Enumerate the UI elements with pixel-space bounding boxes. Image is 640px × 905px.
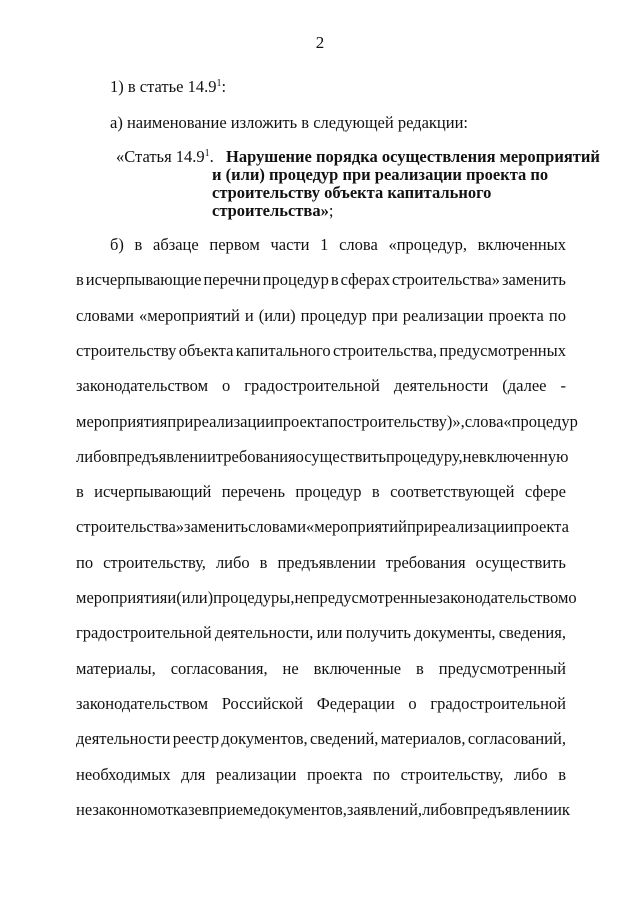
word: - — [560, 376, 566, 395]
word: словами — [248, 517, 307, 536]
word: законодательством — [436, 588, 569, 607]
word: градостроительной — [244, 376, 380, 395]
word: деятельности, — [214, 623, 314, 642]
word: либо — [76, 447, 110, 466]
word: перечни — [203, 270, 261, 289]
word: объекта — [178, 341, 234, 360]
article-title-line-4 — [212, 202, 333, 220]
word: абзаце — [153, 235, 199, 254]
word: строительства» — [76, 517, 185, 536]
paragraph-b-line — [76, 800, 570, 820]
item-1-text: 1) в статье 14.9 — [110, 77, 217, 96]
article-label-tail: . — [209, 147, 214, 166]
word: осуществить — [295, 447, 386, 466]
word: деятельности — [393, 376, 489, 395]
word: в — [109, 447, 118, 466]
word: согласования, — [170, 659, 268, 678]
article-title-line-2: и (или) процедур при реализации проекта по — [212, 165, 549, 184]
item-1-line — [110, 77, 566, 97]
paragraph-b-line — [76, 659, 566, 679]
paragraph-b-line — [76, 623, 566, 643]
word: включенную — [478, 447, 569, 466]
word: проекта — [488, 306, 544, 325]
word: при — [371, 306, 398, 325]
word: сферах — [340, 270, 390, 289]
word: отказе — [157, 800, 202, 819]
word: в — [455, 800, 464, 819]
word: строительству, — [103, 553, 206, 572]
word: получить — [345, 623, 411, 642]
word: к — [561, 800, 570, 819]
word: сведения, — [498, 623, 566, 642]
paragraph-b-line — [76, 270, 566, 290]
word: по — [76, 553, 94, 572]
word: документов, — [221, 729, 308, 748]
word: либо — [422, 800, 456, 819]
word: словами — [76, 306, 134, 325]
word: в — [201, 800, 210, 819]
word: и — [167, 588, 177, 607]
word: либо — [513, 765, 548, 784]
word: материалов, — [380, 729, 466, 748]
word: проекта — [273, 412, 330, 431]
paragraph-b-line — [76, 341, 566, 361]
word: предусмотренных — [439, 341, 566, 360]
word: строительства» — [391, 270, 500, 289]
word: строительства, — [333, 341, 437, 360]
word: (далее — [502, 376, 547, 395]
article-title-line-3: строительству объекта капитального — [212, 183, 492, 202]
word: материалы, — [76, 659, 156, 678]
word: в — [259, 553, 268, 572]
word: «мероприятий — [139, 306, 240, 325]
article-label-superscript: 1 — [204, 148, 210, 159]
article-title-line-4-text: строительства» — [212, 201, 329, 220]
word: незаконном — [76, 800, 158, 819]
paragraph-b-line — [76, 482, 566, 502]
word: законодательством — [76, 376, 209, 395]
word: для — [181, 765, 206, 784]
word: необходимых — [76, 765, 171, 784]
paragraph-b-line — [76, 447, 569, 467]
word: о — [408, 694, 417, 713]
word: слова — [339, 235, 378, 254]
article-title-line-1: Нарушение порядка осуществления мероприятий — [226, 147, 600, 166]
word: процедур — [300, 306, 367, 325]
word: (или) — [176, 588, 214, 607]
item-a-line: а) наименование изложить в следующей редакции: — [110, 113, 468, 132]
article-title-line-4-tail: ; — [328, 201, 334, 220]
word: первом — [209, 235, 260, 254]
paragraph-b-line — [76, 412, 578, 432]
word: части — [270, 235, 310, 254]
word: проекта — [513, 517, 569, 536]
word: слова — [464, 412, 504, 431]
word: реализации — [402, 306, 484, 325]
word: Российской — [221, 694, 304, 713]
paragraph-b-line — [76, 306, 566, 326]
word: процедур — [262, 270, 329, 289]
word: процедуры, — [213, 588, 295, 607]
word: заменить — [184, 517, 249, 536]
word: по — [548, 306, 566, 325]
word: или — [316, 623, 343, 642]
word: документов, — [260, 800, 347, 819]
word: включенные — [313, 659, 402, 678]
word: по — [372, 765, 391, 784]
word: процедуру, — [385, 447, 463, 466]
word: при — [406, 517, 433, 536]
word: реализации — [432, 517, 514, 536]
item-1-superscript: 1 — [216, 78, 222, 89]
word: перечень — [221, 482, 286, 501]
word: предъявлении — [463, 800, 562, 819]
word: (или) — [258, 306, 296, 325]
paragraph-b-line — [76, 729, 566, 749]
word: деятельности — [76, 729, 171, 748]
paragraph-b-line — [76, 517, 569, 537]
word: законодательством — [76, 694, 209, 713]
word: осуществить — [475, 553, 566, 572]
word: строительству)», — [346, 412, 465, 431]
word: документы, — [414, 623, 496, 642]
article-label — [116, 148, 214, 166]
word: проекта — [307, 765, 363, 784]
word: мероприятия — [76, 412, 168, 431]
word: либо — [215, 553, 250, 572]
word: соответствующей — [390, 482, 515, 501]
word: в — [558, 765, 566, 784]
word: предъявлении — [117, 447, 216, 466]
word: заменить — [501, 270, 566, 289]
word: о — [222, 376, 231, 395]
word: «процедур, — [388, 235, 467, 254]
word: в — [134, 235, 143, 254]
word: при — [167, 412, 194, 431]
word: процедур — [295, 482, 362, 501]
paragraph-b-line — [76, 765, 566, 785]
paragraph-b-line — [76, 694, 566, 714]
word: в — [416, 659, 424, 678]
paragraph-b-line — [110, 235, 566, 255]
word: строительству — [76, 341, 177, 360]
paragraph-b-line — [76, 553, 566, 573]
word: реализации — [215, 765, 297, 784]
word: Федерации — [316, 694, 395, 713]
paragraph-b-line — [76, 588, 577, 608]
word: приеме — [209, 800, 261, 819]
word: сведений, — [309, 729, 379, 748]
word: в — [371, 482, 380, 501]
word: сфере — [524, 482, 566, 501]
word: предусмотренные — [310, 588, 437, 607]
word: реализации — [193, 412, 274, 431]
item-1-tail: : — [221, 77, 227, 96]
word: не — [462, 447, 479, 466]
word: в — [330, 270, 339, 289]
word: мероприятия — [76, 588, 168, 607]
word: исчерпывающие — [85, 270, 202, 289]
word: в — [76, 482, 84, 501]
word: согласований, — [467, 729, 566, 748]
word: капитального — [235, 341, 331, 360]
word: «мероприятий — [306, 517, 407, 536]
word: заявлений, — [346, 800, 423, 819]
paragraph-b-line — [76, 376, 566, 396]
word: 1 — [320, 235, 329, 254]
word: требования — [215, 447, 296, 466]
word: и — [244, 306, 254, 325]
word: не — [282, 659, 299, 678]
word: включенных — [477, 235, 566, 254]
word: требования — [385, 553, 466, 572]
word: реестр — [172, 729, 220, 748]
word: по — [329, 412, 347, 431]
word: строительству, — [400, 765, 504, 784]
word: «процедур — [503, 412, 578, 431]
word: предъявлении — [277, 553, 376, 572]
word: градостроительной — [76, 623, 212, 642]
page-number: 2 — [315, 33, 325, 52]
word: в — [76, 270, 84, 289]
article-label-text: «Статья 14.9 — [116, 147, 205, 166]
word: б) — [110, 235, 124, 254]
word: о — [568, 588, 577, 607]
word: не — [294, 588, 311, 607]
word: предусмотренный — [438, 659, 566, 678]
word: исчерпывающий — [94, 482, 212, 501]
word: градостроительной — [430, 694, 566, 713]
